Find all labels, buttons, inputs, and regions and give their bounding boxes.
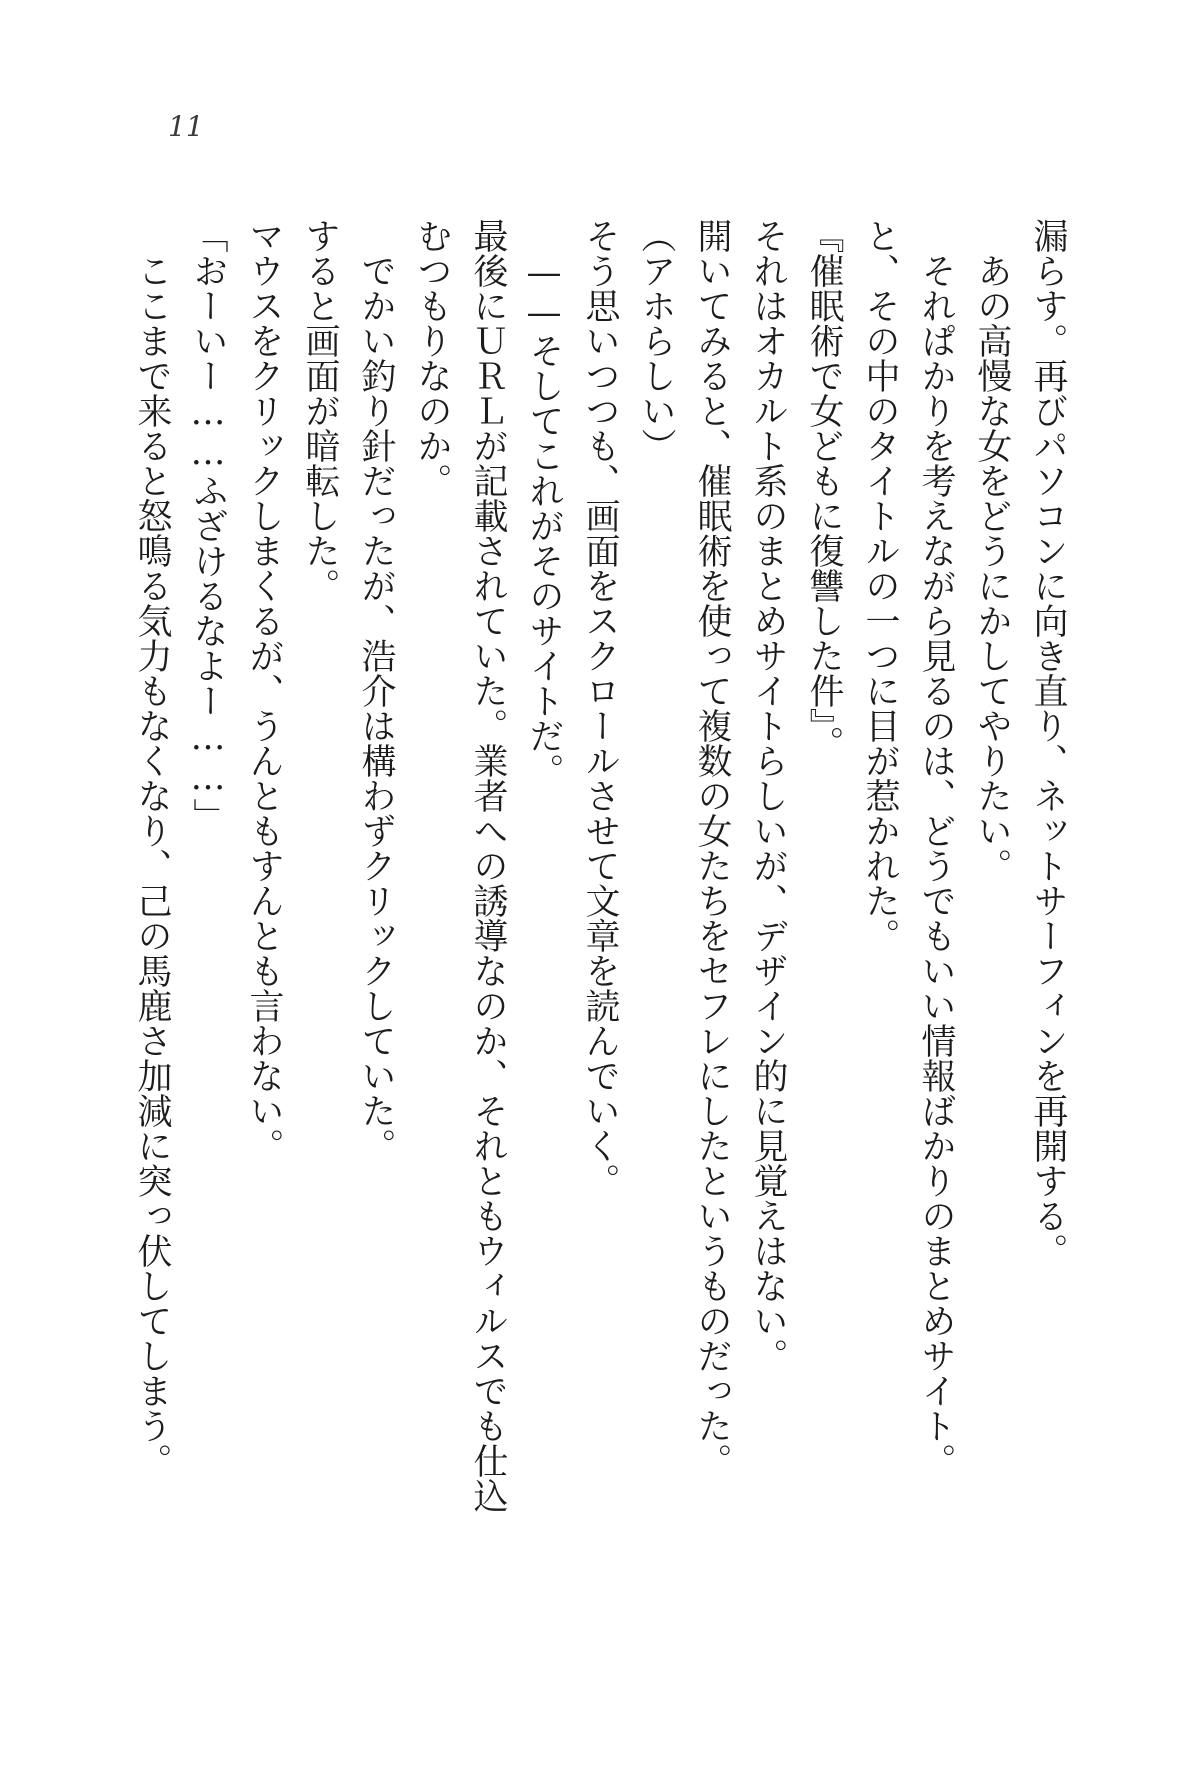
text-line: すると画面が暗転した。: [300, 218, 340, 603]
text-line: 最後にＵＲＬが記載されていた。業者への誘導なのか、それともウィルスでも仕込: [468, 218, 508, 1513]
text-line: そう思いつつも、画面をスクロールさせて文章を読んでいく。: [580, 218, 620, 1198]
text-line: 「おーいー……ふざけるなよー……」: [188, 218, 228, 833]
page-number: 11: [168, 110, 204, 143]
text-line: （アホらしい）: [636, 218, 676, 463]
text-line: ——そしてこれがそのサイトだ。: [524, 253, 564, 788]
text-line: ここまで来ると怒鳴る気力もなくなり、己の馬鹿さ加減に突っ伏してしまう。: [132, 253, 172, 1478]
text-line: それぱかりを考えながら見るのは、どうでもいい情報ばかりのまとめサイト。: [916, 253, 956, 1478]
vertical-text-body: [86, 218, 1076, 1718]
text-line: と、その中のタイトルの一つに目が惹かれた。: [860, 218, 900, 953]
text-line: 漏らす。再びパソコンに向き直り、ネットサーフィンを再開する。: [1028, 218, 1068, 1268]
text-line: 『催眠術で女どもに復讐した件』。: [804, 218, 844, 761]
text-line: マウスをクリックしまくるが、うんともすんとも言わない。: [244, 218, 284, 1163]
text-line: むつもりなのか。: [412, 218, 452, 498]
text-line: でかい釣り針だったが、浩介は構わずクリックしていた。: [356, 253, 396, 1163]
text-line: あの高慢な女をどうにかしてやりたい。: [972, 253, 1012, 883]
text-line: 開いてみると、催眠術を使って複数の女たちをセフレにしたというものだった。: [692, 218, 732, 1478]
text-line: それはオカルト系のまとめサイトらしいが、デザイン的に見覚えはない。: [748, 218, 788, 1373]
